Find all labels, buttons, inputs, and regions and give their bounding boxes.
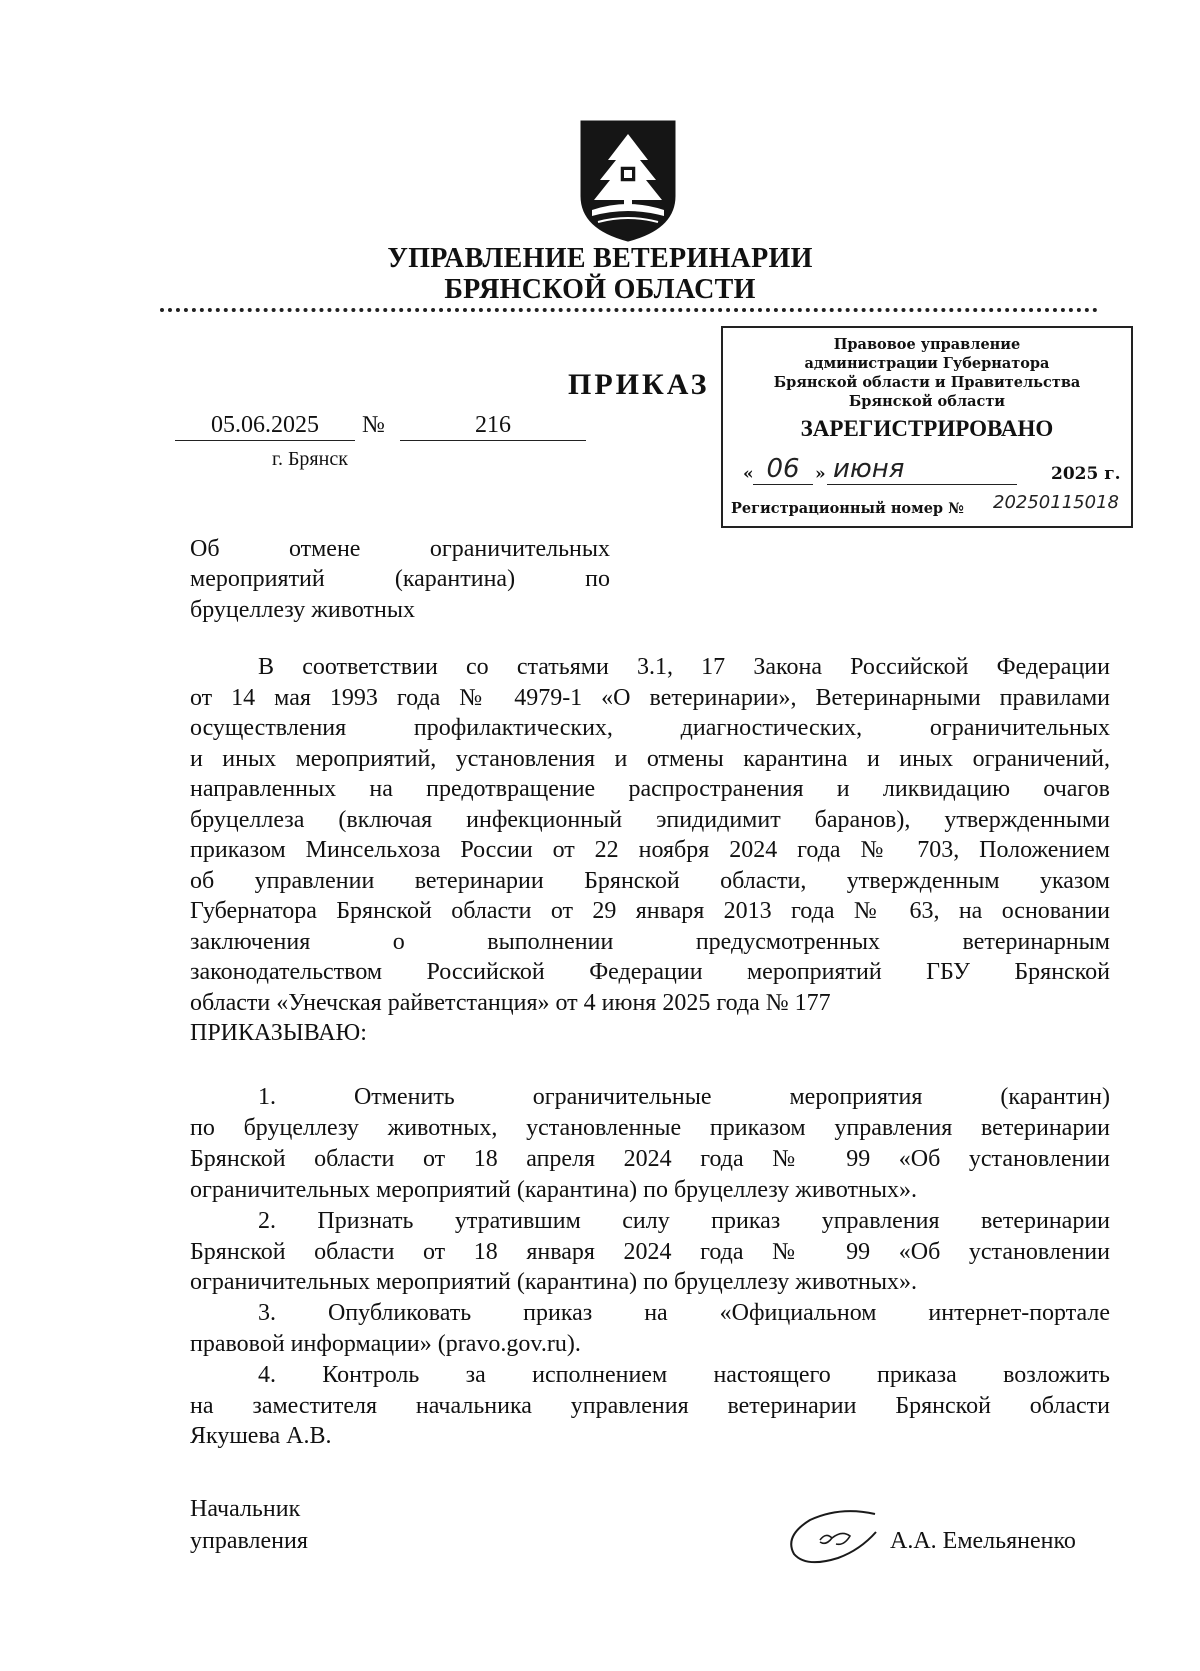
order-item-line: Брянской области от 18 апреля 2024 года № 99 «Об установлении bbox=[190, 1146, 1110, 1172]
stamp-line-3: Брянской области и Правительства bbox=[773, 374, 1081, 391]
preamble-line: заключения о выполнении предусмотренных ветеринарным bbox=[190, 929, 1110, 955]
preamble-line: Губернатора Брянской области от 29 января 2013 года № 63, на основании bbox=[190, 898, 1110, 924]
stamp-status: ЗАРЕГИСТРИРОВАНО bbox=[800, 416, 1054, 441]
preamble-line: приказом Минсельхоза России от 22 ноября 2024 года № 703, Положением bbox=[190, 837, 1110, 863]
number-label: № bbox=[362, 412, 385, 438]
handwritten-signature-icon bbox=[780, 1502, 890, 1572]
order-item-line: 2. Признать утратившим силу приказ управления ветеринарии bbox=[258, 1208, 1110, 1234]
header-divider bbox=[160, 308, 1098, 312]
coat-of-arms-icon bbox=[578, 118, 678, 244]
preamble-line: области «Унечская райветстанция» от 4 июня 2025 года № 177 bbox=[190, 990, 831, 1016]
subject-line: Об отмене ограничительных bbox=[190, 536, 610, 562]
document-city: г. Брянск bbox=[272, 448, 348, 470]
stamp-day: 06 bbox=[753, 454, 813, 485]
stamp-line-4: Брянской области bbox=[848, 393, 1006, 410]
stamp-date-row bbox=[743, 454, 1128, 488]
stamp-line-2: администрации Губернатора bbox=[804, 355, 1050, 372]
signer-position-line2: управления bbox=[190, 1528, 308, 1554]
order-item-line: 4. Контроль за исполнением настоящего приказа возложить bbox=[258, 1362, 1110, 1388]
preamble-line: осуществления профилактических, диагностических, ограничительных bbox=[190, 715, 1110, 741]
stamp-reg-number-row bbox=[731, 492, 1131, 517]
preamble-line: и иных мероприятий, установления и отмены карантина и иных ограничений, bbox=[190, 746, 1110, 772]
preamble-line: об управлении ветеринарии Брянской области, утвержденным указом bbox=[190, 868, 1110, 894]
subject-line: бруцеллезу животных bbox=[190, 597, 415, 623]
order-keyword: ПРИКАЗЫВАЮ: bbox=[190, 1020, 367, 1046]
order-item-line: Брянской области от 18 января 2024 года № 99 «Об установлении bbox=[190, 1239, 1110, 1265]
stamp-year: 2025 г. bbox=[1051, 464, 1121, 484]
stamp-month: июня bbox=[827, 454, 1017, 485]
signer-position-line1: Начальник bbox=[190, 1496, 301, 1522]
order-item-line: ограничительных мероприятий (карантина) по бруцеллезу животных». bbox=[190, 1177, 917, 1203]
order-item-line: ограничительных мероприятий (карантина) по бруцеллезу животных». bbox=[190, 1269, 917, 1295]
stamp-line-1: Правовое управление bbox=[833, 336, 1021, 353]
registration-stamp bbox=[721, 326, 1133, 528]
org-name-line2: БРЯНСКОЙ ОБЛАСТИ bbox=[444, 274, 756, 305]
document-number: 216 bbox=[400, 412, 586, 441]
preamble-line: бруцеллеза (включая инфекционный эпидидимит баранов), утвержденными bbox=[190, 807, 1110, 833]
order-item-line: 1. Отменить ограничительные мероприятия (карантин) bbox=[258, 1084, 1110, 1110]
document-date: 05.06.2025 bbox=[175, 412, 355, 441]
stamp-reg-number: 20250115018 bbox=[993, 492, 1119, 513]
preamble-line: от 14 мая 1993 года № 4979-1 «О ветеринарии», Ветеринарными правилами bbox=[190, 685, 1110, 711]
preamble-line: направленных на предотвращение распространения и ликвидацию очагов bbox=[190, 776, 1110, 802]
order-item-line: на заместителя начальника управления ветеринарии Брянской области bbox=[190, 1393, 1110, 1419]
order-item-line: по бруцеллезу животных, установленные приказом управления ветеринарии bbox=[190, 1115, 1110, 1141]
stamp-reg-label: Регистрационный номер № bbox=[731, 500, 964, 517]
document-type: ПРИКАЗ bbox=[568, 368, 710, 401]
subject-line: мероприятий (карантина) по bbox=[190, 566, 610, 592]
stamp-quote-open: « bbox=[743, 464, 754, 484]
stamp-quote-close: » bbox=[815, 464, 826, 484]
preamble-line: В соответствии со статьями 3.1, 17 Закона Российской Федерации bbox=[258, 654, 1110, 680]
order-item-line: 3. Опубликовать приказ на «Официальном интернет-портале bbox=[258, 1300, 1110, 1326]
order-item-line: Якушева А.В. bbox=[190, 1423, 332, 1449]
order-item-line: правовой информации» (pravo.gov.ru). bbox=[190, 1331, 581, 1357]
org-name-line1: УПРАВЛЕНИЕ ВЕТЕРИНАРИИ bbox=[387, 243, 813, 274]
preamble-line: законодательством Российской Федерации мероприятий ГБУ Брянской bbox=[190, 959, 1110, 985]
signer-name: А.А. Емельяненко bbox=[890, 1528, 1076, 1554]
